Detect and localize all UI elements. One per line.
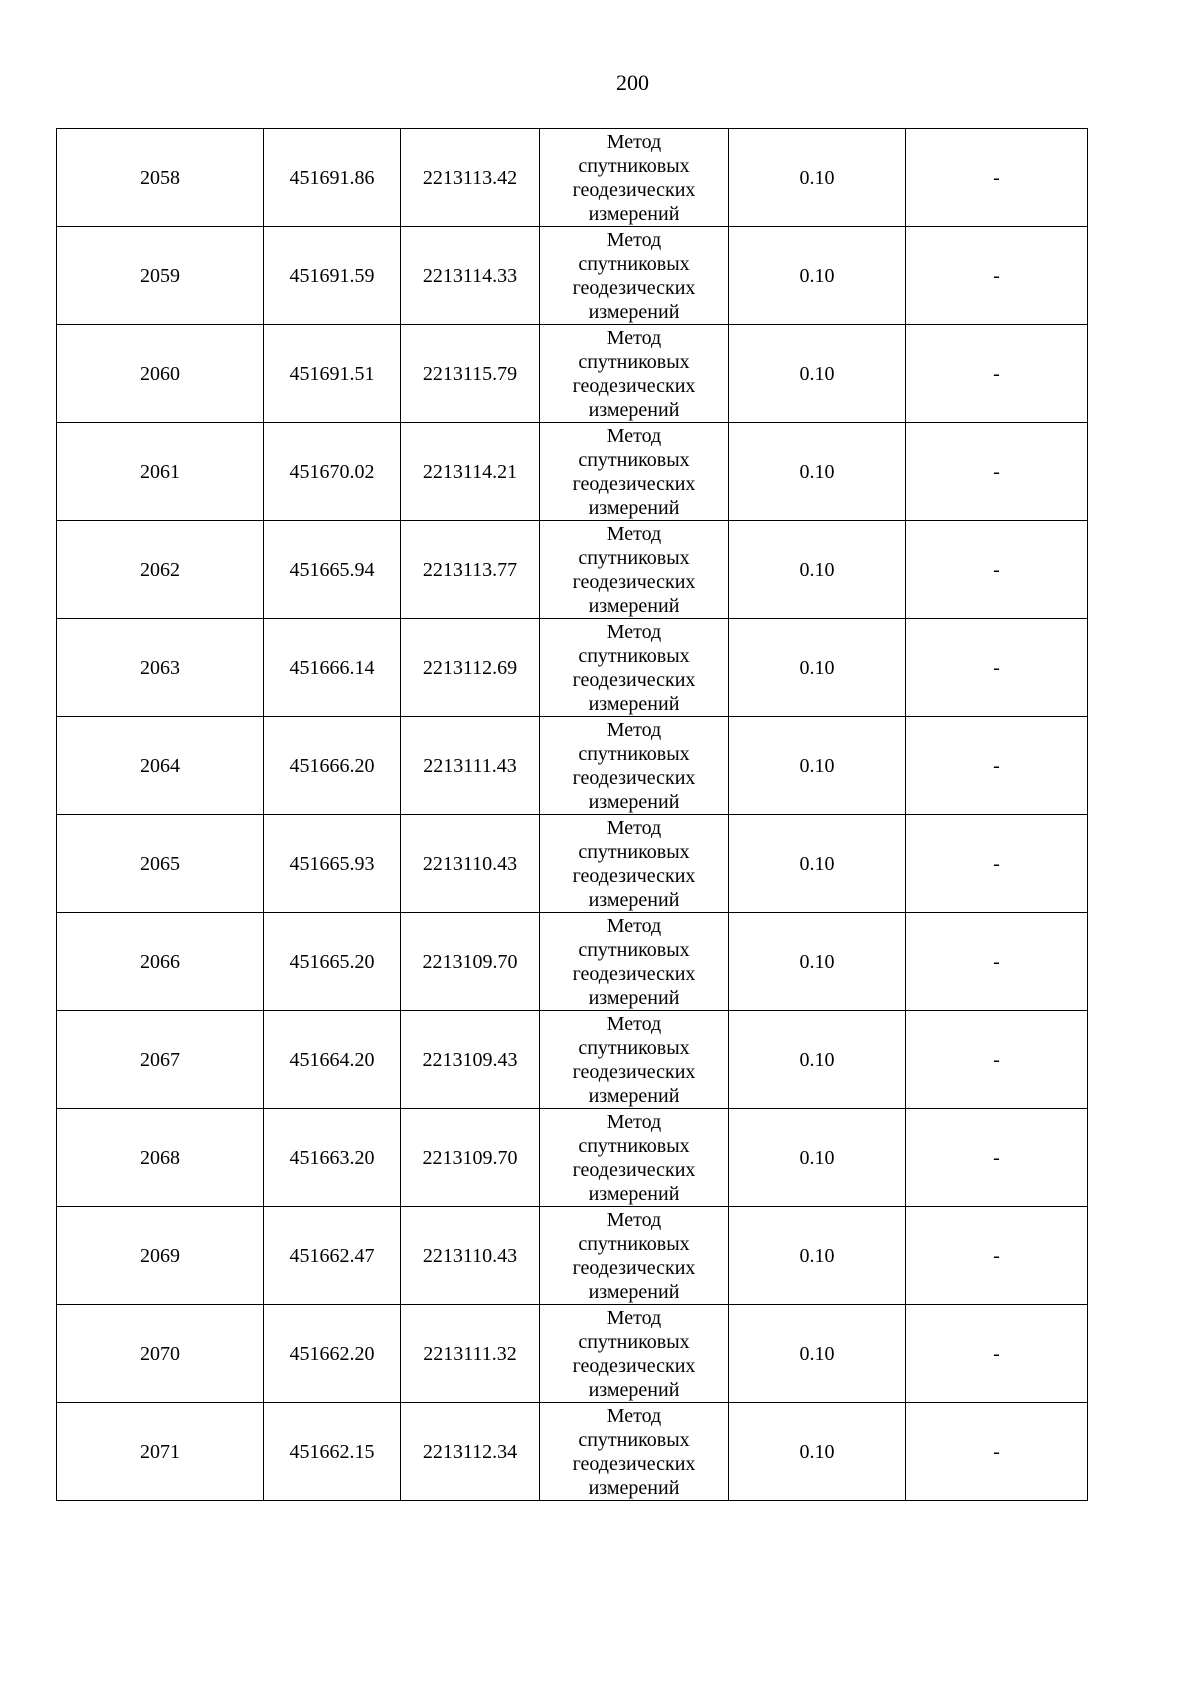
method-line: измерений	[588, 1476, 680, 1499]
table-row	[57, 1109, 1088, 1207]
method-line: геодезических	[572, 1158, 696, 1181]
note-cell: -	[906, 129, 1088, 227]
method-line: измерений	[588, 888, 680, 911]
y-coordinate-cell: 2213114.21	[401, 423, 540, 521]
note-cell: -	[906, 325, 1088, 423]
accuracy-cell: 0.10	[729, 1305, 906, 1403]
table-row	[57, 423, 1088, 521]
y-coordinate-cell: 2213111.43	[401, 717, 540, 815]
method-line: измерений	[588, 1084, 680, 1107]
point-number-cell: 2061	[57, 423, 264, 521]
method-line: Метод	[606, 1110, 662, 1133]
table-row	[57, 619, 1088, 717]
x-coordinate-cell: 451666.14	[264, 619, 401, 717]
point-number-cell: 2059	[57, 227, 264, 325]
table-row	[57, 325, 1088, 423]
point-number-cell: 2060	[57, 325, 264, 423]
method-line: измерений	[588, 398, 680, 421]
accuracy-cell: 0.10	[729, 423, 906, 521]
y-coordinate-cell: 2213112.34	[401, 1403, 540, 1501]
accuracy-cell: 0.10	[729, 227, 906, 325]
method-line: Метод	[606, 522, 662, 545]
method-line: спутниковых	[578, 1134, 690, 1157]
accuracy-cell: 0.10	[729, 717, 906, 815]
method-cell	[540, 129, 729, 227]
accuracy-cell: 0.10	[729, 521, 906, 619]
method-line: измерений	[588, 1378, 680, 1401]
method-line: Метод	[606, 816, 662, 839]
method-line: измерений	[588, 300, 680, 323]
table-row	[57, 717, 1088, 815]
point-number-cell: 2064	[57, 717, 264, 815]
accuracy-cell: 0.10	[729, 619, 906, 717]
point-number-cell: 2070	[57, 1305, 264, 1403]
x-coordinate-cell: 451662.15	[264, 1403, 401, 1501]
point-number-cell: 2066	[57, 913, 264, 1011]
method-line: спутниковых	[578, 546, 690, 569]
method-cell	[540, 1305, 729, 1403]
method-cell	[540, 717, 729, 815]
method-line: спутниковых	[578, 938, 690, 961]
method-cell	[540, 619, 729, 717]
method-line: спутниковых	[578, 1428, 690, 1451]
method-cell	[540, 423, 729, 521]
method-line: измерений	[588, 692, 680, 715]
method-line: Метод	[606, 130, 662, 153]
method-line: спутниковых	[578, 1232, 690, 1255]
x-coordinate-cell: 451670.02	[264, 423, 401, 521]
method-line: измерений	[588, 986, 680, 1009]
method-line: геодезических	[572, 374, 696, 397]
coordinates-table-body	[57, 129, 1088, 1501]
method-line: геодезических	[572, 864, 696, 887]
x-coordinate-cell: 451664.20	[264, 1011, 401, 1109]
method-cell	[540, 1011, 729, 1109]
method-line: измерений	[588, 594, 680, 617]
method-line: спутниковых	[578, 252, 690, 275]
method-line: спутниковых	[578, 448, 690, 471]
method-line: геодезических	[572, 1256, 696, 1279]
method-line: Метод	[606, 1012, 662, 1035]
accuracy-cell: 0.10	[729, 913, 906, 1011]
x-coordinate-cell: 451691.86	[264, 129, 401, 227]
method-line: спутниковых	[578, 1036, 690, 1059]
method-line: Метод	[606, 718, 662, 741]
method-cell	[540, 1109, 729, 1207]
page-number: 200	[616, 70, 649, 95]
method-line: измерений	[588, 202, 680, 225]
point-number-cell: 2062	[57, 521, 264, 619]
method-line: спутниковых	[578, 154, 690, 177]
y-coordinate-cell: 2213109.70	[401, 913, 540, 1011]
note-cell: -	[906, 423, 1088, 521]
note-cell: -	[906, 1109, 1088, 1207]
table-row	[57, 129, 1088, 227]
method-line: измерений	[588, 1182, 680, 1205]
method-line: Метод	[606, 620, 662, 643]
method-line: измерений	[588, 790, 680, 813]
x-coordinate-cell: 451691.51	[264, 325, 401, 423]
point-number-cell: 2065	[57, 815, 264, 913]
accuracy-cell: 0.10	[729, 815, 906, 913]
y-coordinate-cell: 2213110.43	[401, 1207, 540, 1305]
method-line: геодезических	[572, 766, 696, 789]
note-cell: -	[906, 1403, 1088, 1501]
x-coordinate-cell: 451691.59	[264, 227, 401, 325]
method-line: геодезических	[572, 1354, 696, 1377]
method-line: Метод	[606, 326, 662, 349]
accuracy-cell: 0.10	[729, 1011, 906, 1109]
method-line: Метод	[606, 1404, 662, 1427]
note-cell: -	[906, 521, 1088, 619]
note-cell: -	[906, 913, 1088, 1011]
point-number-cell: 2069	[57, 1207, 264, 1305]
method-cell	[540, 325, 729, 423]
note-cell: -	[906, 717, 1088, 815]
note-cell: -	[906, 619, 1088, 717]
x-coordinate-cell: 451665.20	[264, 913, 401, 1011]
method-line: геодезических	[572, 570, 696, 593]
y-coordinate-cell: 2213113.77	[401, 521, 540, 619]
x-coordinate-cell: 451663.20	[264, 1109, 401, 1207]
method-cell	[540, 913, 729, 1011]
table-row	[57, 1305, 1088, 1403]
table-row	[57, 1011, 1088, 1109]
x-coordinate-cell: 451665.94	[264, 521, 401, 619]
accuracy-cell: 0.10	[729, 129, 906, 227]
x-coordinate-cell: 451662.20	[264, 1305, 401, 1403]
table-row	[57, 521, 1088, 619]
method-line: Метод	[606, 228, 662, 251]
point-number-cell: 2067	[57, 1011, 264, 1109]
accuracy-cell: 0.10	[729, 1109, 906, 1207]
note-cell: -	[906, 815, 1088, 913]
method-line: геодезических	[572, 178, 696, 201]
x-coordinate-cell: 451665.93	[264, 815, 401, 913]
method-line: геодезических	[572, 1452, 696, 1475]
y-coordinate-cell: 2213111.32	[401, 1305, 540, 1403]
note-cell: -	[906, 227, 1088, 325]
note-cell: -	[906, 1011, 1088, 1109]
method-cell	[540, 227, 729, 325]
y-coordinate-cell: 2213115.79	[401, 325, 540, 423]
table-row	[57, 227, 1088, 325]
accuracy-cell: 0.10	[729, 1403, 906, 1501]
method-cell	[540, 521, 729, 619]
method-cell	[540, 815, 729, 913]
point-number-cell: 2058	[57, 129, 264, 227]
method-line: измерений	[588, 496, 680, 519]
method-cell	[540, 1207, 729, 1305]
point-number-cell: 2063	[57, 619, 264, 717]
x-coordinate-cell: 451662.47	[264, 1207, 401, 1305]
method-line: Метод	[606, 914, 662, 937]
method-cell	[540, 1403, 729, 1501]
method-line: геодезических	[572, 1060, 696, 1083]
coordinates-table	[56, 128, 1088, 1501]
y-coordinate-cell: 2213113.42	[401, 129, 540, 227]
method-line: Метод	[606, 1306, 662, 1329]
point-number-cell: 2071	[57, 1403, 264, 1501]
accuracy-cell: 0.10	[729, 1207, 906, 1305]
method-line: геодезических	[572, 276, 696, 299]
point-number-cell: 2068	[57, 1109, 264, 1207]
y-coordinate-cell: 2213110.43	[401, 815, 540, 913]
method-line: спутниковых	[578, 1330, 690, 1353]
y-coordinate-cell: 2213109.70	[401, 1109, 540, 1207]
method-line: измерений	[588, 1280, 680, 1303]
method-line: спутниковых	[578, 840, 690, 863]
method-line: геодезических	[572, 472, 696, 495]
method-line: спутниковых	[578, 644, 690, 667]
note-cell: -	[906, 1207, 1088, 1305]
method-line: геодезических	[572, 962, 696, 985]
table-row	[57, 913, 1088, 1011]
method-line: спутниковых	[578, 742, 690, 765]
note-cell: -	[906, 1305, 1088, 1403]
y-coordinate-cell: 2213114.33	[401, 227, 540, 325]
y-coordinate-cell: 2213109.43	[401, 1011, 540, 1109]
method-line: Метод	[606, 424, 662, 447]
method-line: Метод	[606, 1208, 662, 1231]
table-row	[57, 1207, 1088, 1305]
table-row	[57, 815, 1088, 913]
method-line: геодезических	[572, 668, 696, 691]
accuracy-cell: 0.10	[729, 325, 906, 423]
table-row	[57, 1403, 1088, 1501]
x-coordinate-cell: 451666.20	[264, 717, 401, 815]
method-line: спутниковых	[578, 350, 690, 373]
y-coordinate-cell: 2213112.69	[401, 619, 540, 717]
